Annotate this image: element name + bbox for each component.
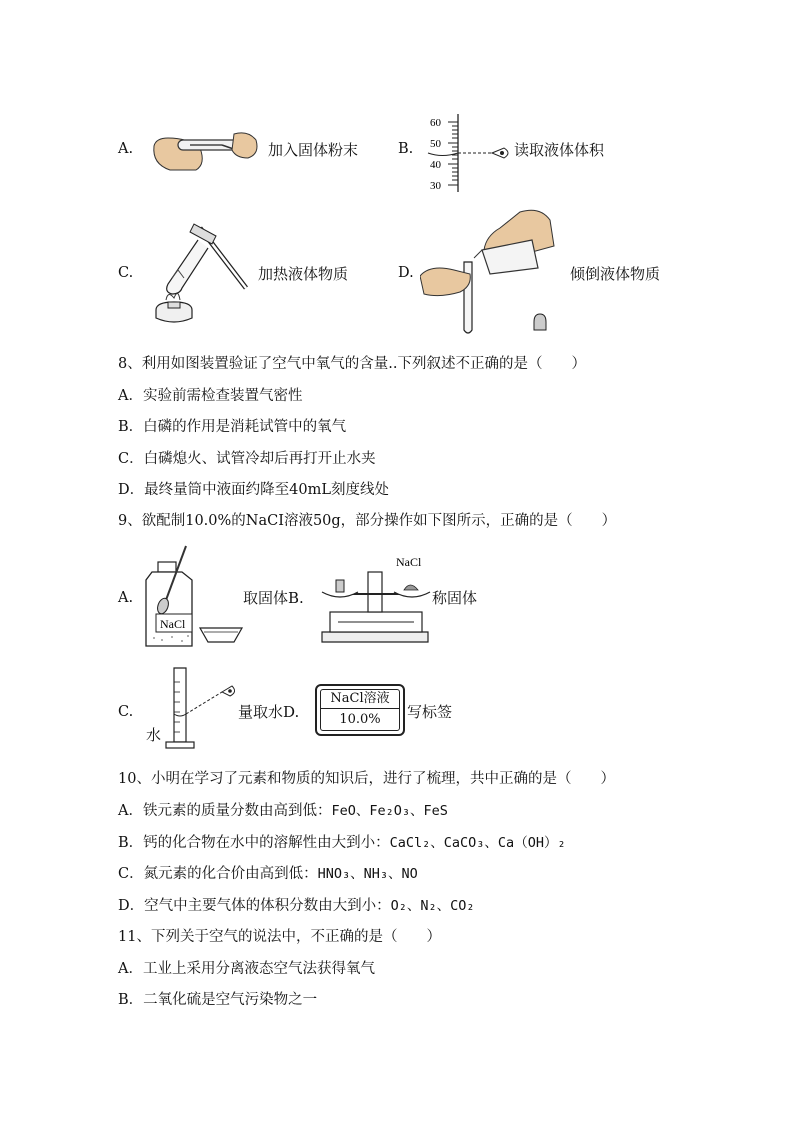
q9-fig-c-caption: 量取水D. <box>238 703 300 721</box>
heating-liquid-illustration <box>146 218 256 330</box>
q10-option-a-text: A．铁元素的质量分数由高到低： <box>118 803 332 819</box>
q10-option-b-formula: CaCl₂、CaCO₃、Ca（OH）₂ <box>389 835 566 851</box>
q8-option-d: D．最终量筒中液面约降至40mL刻度线处 <box>118 482 389 498</box>
q10-option-a-formula: FeO、Fe₂O₃、FeS <box>331 803 448 819</box>
q9-fig-d-caption: 写标签 <box>407 703 453 721</box>
q9-fig-b-caption: 称固体 <box>432 589 478 607</box>
q10-option-c <box>118 862 418 883</box>
q7-fig-a-caption: 加入固体粉末 <box>268 141 359 159</box>
pouring-liquid-illustration <box>420 206 570 336</box>
q8-option-b: B．白磷的作用是消耗试管中的氧气 <box>118 419 347 435</box>
q11-option-b: B．二氧化硫是空气污染物之一 <box>118 992 318 1008</box>
q7-fig-c-caption: 加热液体物质 <box>258 265 349 283</box>
balance-scale-illustration <box>314 550 434 646</box>
scale-label-50: 50 <box>430 138 441 150</box>
tag-line-2: 10.0% <box>339 712 381 727</box>
q10-stem: 10、小明在学习了元素和物质的知识后，进行了梳理，共中正确的是（ ） <box>118 771 615 787</box>
q9-fig-a-caption: 取固体B. <box>243 589 304 607</box>
q10-option-c-formula: HNO₃、NH₃、NO <box>317 866 418 882</box>
q7-fig-c-letter: C. <box>118 265 134 281</box>
q7-fig-b-letter: B. <box>398 141 414 157</box>
q10-option-a <box>118 799 448 820</box>
graduated-cylinder-reading-illustration <box>424 110 514 196</box>
reagent-bottle-spoon-illustration <box>142 540 246 650</box>
pan-label: NaCl <box>396 555 422 569</box>
scale-label-40: 40 <box>430 159 441 171</box>
q10-option-b <box>118 831 566 852</box>
q7-fig-b-caption: 读取液体体积 <box>514 141 605 159</box>
scale-label-60: 60 <box>430 117 441 129</box>
q9-stem: 9、欲配制10.0%的NaCI溶液50g，部分操作如下图所示，正确的是（ ） <box>118 513 617 529</box>
q7-fig-d-caption: 倾倒液体物质 <box>570 265 661 283</box>
q9-fig-c-letter: C. <box>118 704 134 720</box>
tag-line-1: NaCl溶液 <box>321 690 399 709</box>
q7-fig-a-letter: A. <box>118 141 134 157</box>
q8-stem: 8、利用如图装置验证了空气中氧气的含量..下列叙述不正确的是（ ） <box>118 356 586 372</box>
q8-option-c: C．白磷熄火、试管冷却后再打开止水夹 <box>118 451 376 467</box>
q9-fig-a-letter: A. <box>118 590 134 606</box>
q10-option-d-text: D．空气中主要气体的体积分数由大到小： <box>118 898 391 914</box>
q10-option-c-text: C．氮元素的化合价由高到低： <box>118 866 318 882</box>
scale-label-30: 30 <box>430 180 441 192</box>
water-label: 水 <box>146 726 162 744</box>
q7-fig-d-letter: D. <box>398 265 414 281</box>
bottle-label: NaCl <box>160 617 186 631</box>
q10-option-d-formula: O₂、N₂、CO₂ <box>390 898 475 914</box>
q11-option-a: A．工业上采用分离液态空气法获得氧气 <box>118 961 375 977</box>
q8-option-a: A．实验前需检查装置气密性 <box>118 388 303 404</box>
q10-option-b-text: B．钙的化合物在水中的溶解性由大到小： <box>118 835 390 851</box>
q10-option-d <box>118 894 475 915</box>
label-tag <box>315 684 405 736</box>
q11-stem: 11、下列关于空气的说法中，不正确的是（ ） <box>118 929 441 945</box>
test-tube-powder-illustration <box>148 124 263 174</box>
